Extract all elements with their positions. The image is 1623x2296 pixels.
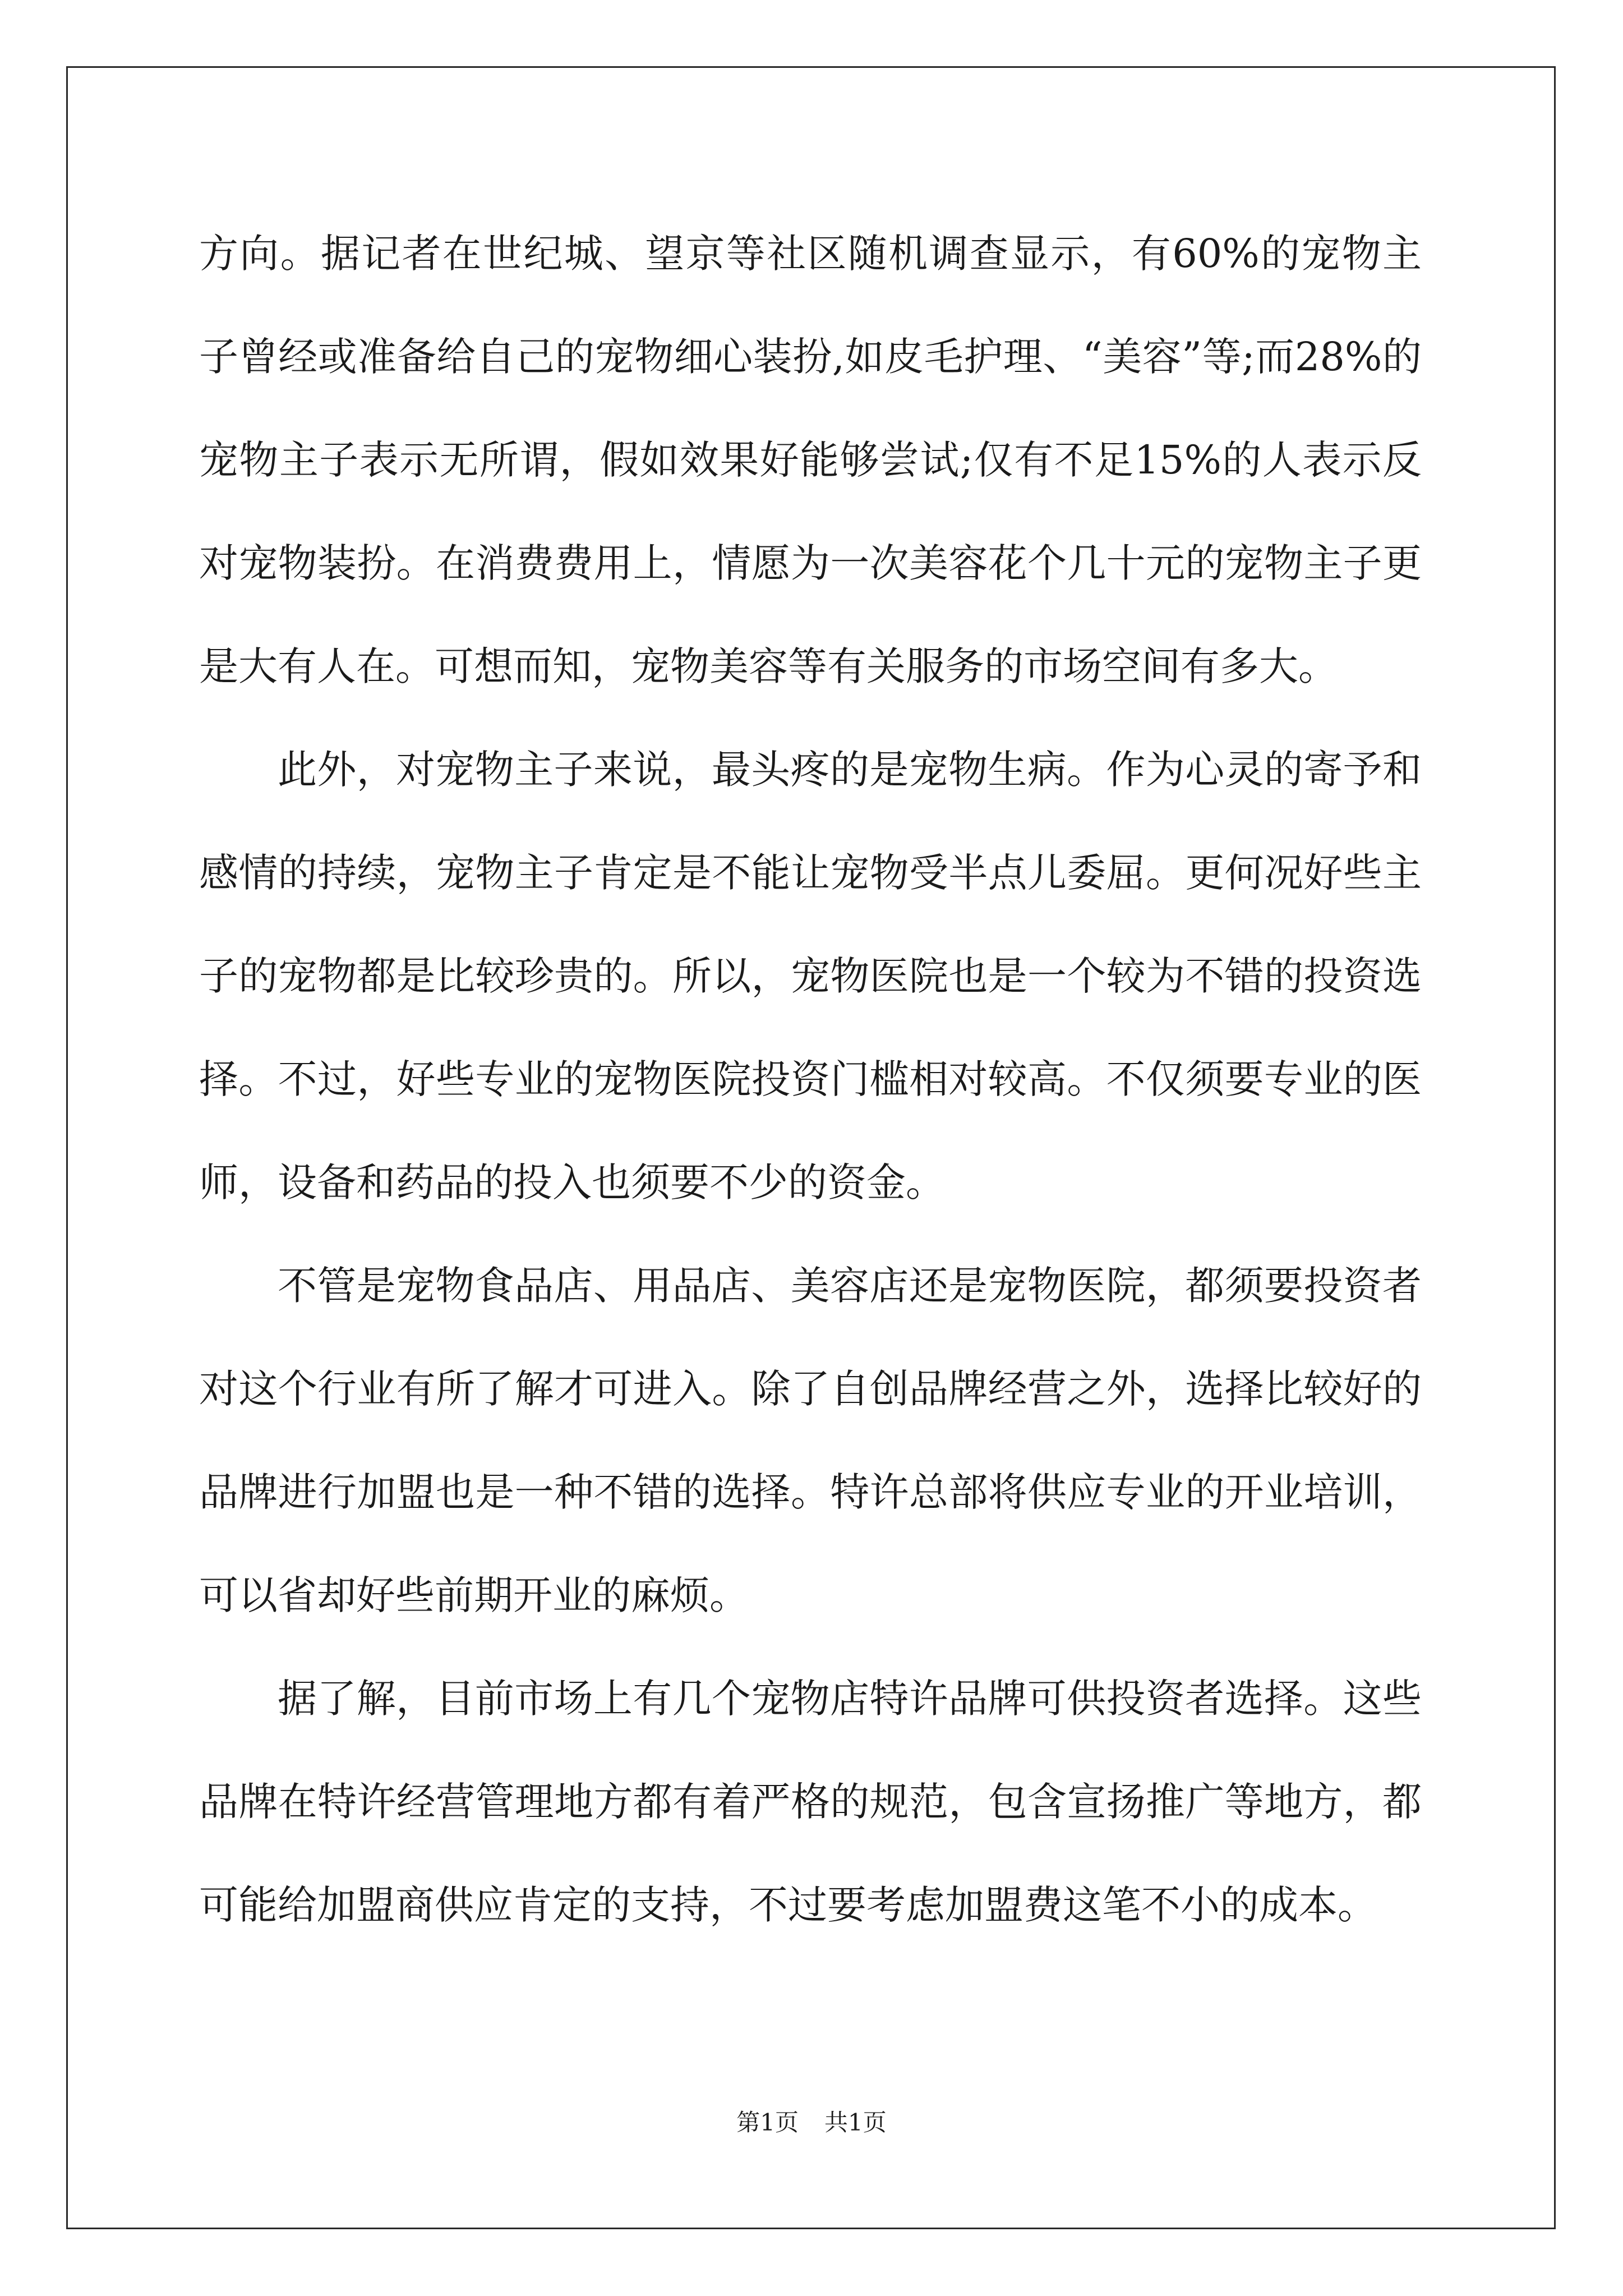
page-number-total: 共1页 bbox=[824, 2109, 887, 2136]
document-body bbox=[199, 202, 1422, 1957]
paragraph-1: 方向。据记者在世纪城、望京等社区随机调查显示，有60%的宠物主子曾经或准备给自己的宠物细心装扮,如皮毛护理、“美容”等;而28%的宠物主子表示无所谓，假如效果好能够尝试;仅有不足15%的人表示反对宠物装扮。在消费费用上，情愿为一次美容花个几十元的宠物主子更是大有人在。可想而知，宠物美容等有关服务的市场空间有多大。 bbox=[199, 231, 1422, 689]
paragraph-2: 此外，对宠物主子来说，最头疼的是宠物生病。作为心灵的寄予和感情的持续，宠物主子肯定是不能让宠物受半点儿委屈。更何况好些主子的宠物都是比较珍贵的。所以，宠物医院也是一个较为不错的投资选择。不过，好些专业的宠物医院投资门槛相对较高。不仅须要专业的医师，设备和药品的投入也须要不少的资金。 bbox=[199, 747, 1422, 1205]
page-number-current: 第1页 bbox=[736, 2109, 799, 2136]
paragraph-4: 据了解，目前市场上有几个宠物店特许品牌可供投资者选择。这些品牌在特许经营管理地方都有着严格的规范，包含宣扬推广等地方，都可能给加盟商供应肯定的支持，不过要考虑加盟费这笔不小的成本。 bbox=[199, 1676, 1422, 1928]
paragraph-3: 不管是宠物食品店、用品店、美容店还是宠物医院，都须要投资者对这个行业有所了解才可进入。除了自创品牌经营之外，选择比较好的品牌进行加盟也是一种不错的选择。特许总部将供应专业的开业培训，可以省却好些前期开业的麻烦。 bbox=[199, 1263, 1422, 1618]
page-footer bbox=[0, 2106, 1623, 2139]
